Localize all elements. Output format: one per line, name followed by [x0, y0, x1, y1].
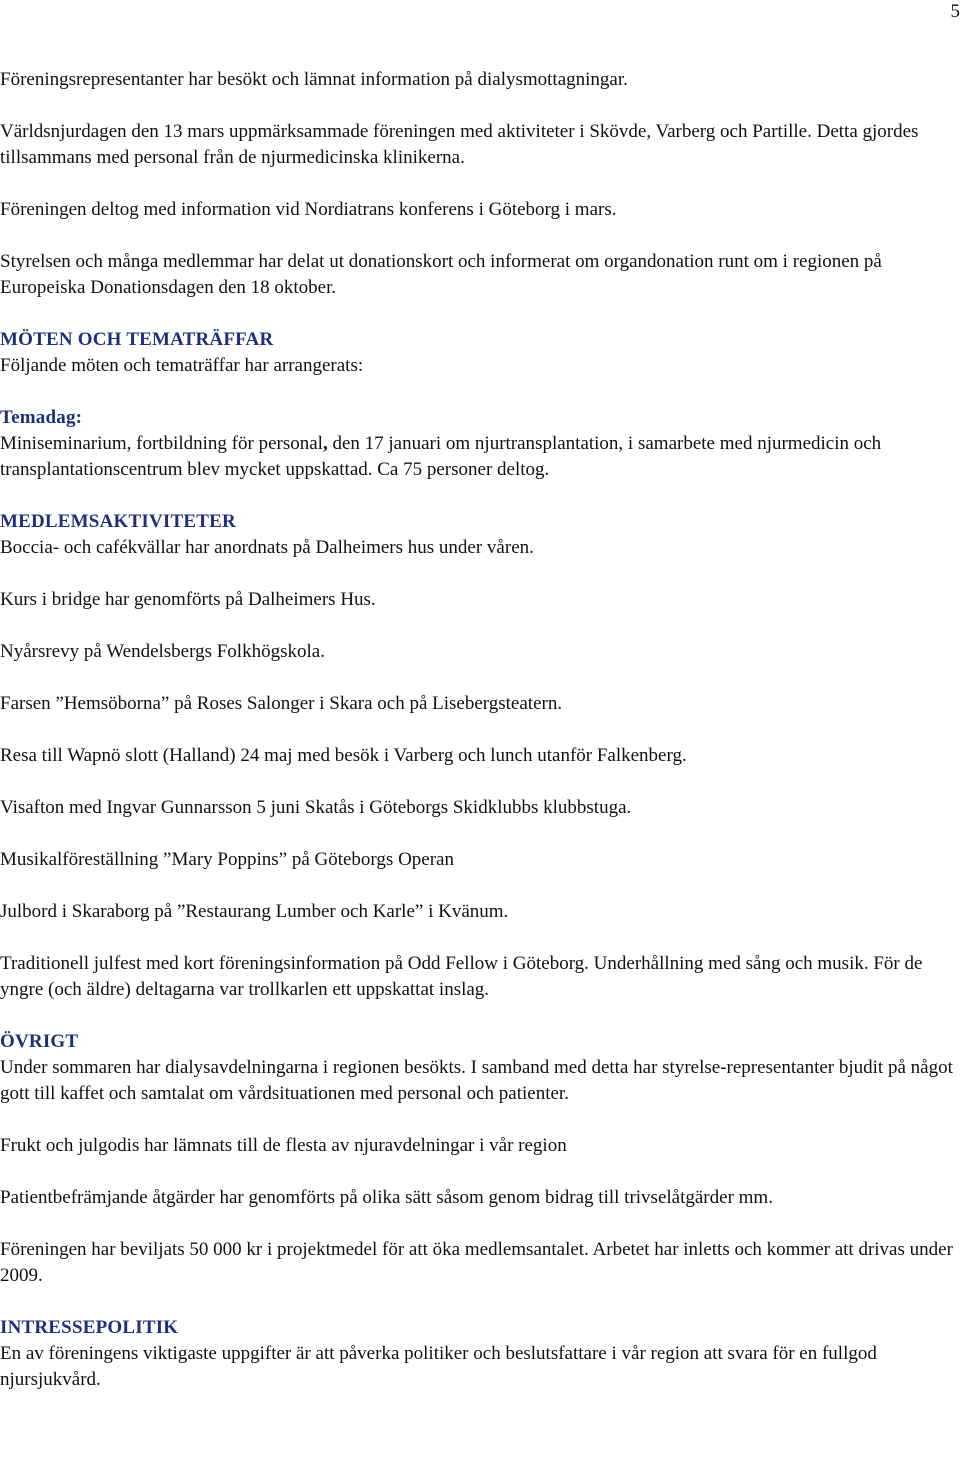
paragraph-donationsdagen: Styrelsen och många medlemmar har delat ut donationskort och informerat om organdonation runt om i regionen på Europeiska Donationsdagen den 18 oktober.: [0, 251, 882, 298]
document-body: [0, 67, 955, 1393]
section-intressepolitik: [0, 1315, 955, 1393]
list-item: Nyårsrevy på Wendelsbergs Folkhögskola.: [0, 641, 325, 662]
list-item: Under sommaren har dialysavdelningarna i regionen besökts. I samband med detta har styrelse-representanter bjudit på något gott till kaffet och samtalat om vårdsituationen med personal och patienter.: [0, 1057, 953, 1104]
list-item: Föreningen har beviljats 50 000 kr i projektmedel för att öka medlemsantalet. Arbetet har inletts och kommer att drivas under 2009.: [0, 1239, 953, 1286]
list-item: Kurs i bridge har genomförts på Dalheimers Hus.: [0, 589, 376, 610]
list-item: Resa till Wapnö slott (Halland) 24 maj med besök i Varberg och lunch utanför Falkenberg.: [0, 745, 687, 766]
intressepolitik-text: En av föreningens viktigaste uppgifter är att påverka politiker och beslutsfattare i vår region att svara för en fullgod njursjukvård.: [0, 1343, 877, 1390]
page-number: 5: [950, 1, 960, 22]
list-item: Musikalföreställning ”Mary Poppins” på Göteborgs Operan: [0, 849, 454, 870]
section-medlemsaktiviteter: [0, 509, 955, 1003]
paragraph-dialysmottagningar: Föreningsrepresentanter har besökt och lämnat information på dialysmottagningar.: [0, 69, 628, 90]
temadag-comma: ,: [322, 433, 328, 454]
list-item: Traditionell julfest med kort föreningsinformation på Odd Fellow i Göteborg. Underhållning med sång och musik. För de yngre (och äldre) deltagarna var trollkarlen ett uppskattat inslag.: [0, 953, 923, 1000]
list-item: Frukt och julgodis har lämnats till de flesta av njuravdelningar i vår region: [0, 1135, 567, 1156]
temadag-text: [0, 431, 955, 483]
temadag-text-b: den 17 januari om njurtransplantation, i samarbete med njurmedicin och transplantationscentrum blev mycket uppskattad. Ca 75 personer deltog.: [0, 433, 882, 480]
paragraph-varldsnjurdagen: Världsnjurdagen den 13 mars uppmärksammade föreningen med aktiviteter i Skövde, Varberg och Partille. Detta gjordes tillsammans med personal från de njurmedicinska klinikerna.: [0, 121, 919, 168]
heading-moten: MÖTEN OCH TEMATRÄFFAR: [0, 329, 274, 350]
list-item: Boccia- och cafékvällar har anordnats på Dalheimers hus under våren.: [0, 537, 534, 558]
section-ovrigt: [0, 1029, 955, 1289]
section-moten: [0, 327, 955, 483]
heading-intressepolitik: INTRESSEPOLITIK: [0, 1317, 179, 1338]
moten-intro: Följande möten och tematräffar har arrangerats:: [0, 355, 364, 376]
paragraph-nordiatrans: Föreningen deltog med information vid Nordiatrans konferens i Göteborg i mars.: [0, 199, 617, 220]
list-item: Farsen ”Hemsöborna” på Roses Salonger i Skara och på Lisebergsteatern.: [0, 693, 563, 714]
list-item: Patientbefrämjande åtgärder har genomförts på olika sätt såsom genom bidrag till trivselåtgärder mm.: [0, 1187, 773, 1208]
temadag-text-a: Miniseminarium, fortbildning för personal: [0, 433, 323, 454]
list-item: Julbord i Skaraborg på ”Restaurang Lumber och Karle” i Kvänum.: [0, 901, 509, 922]
heading-medlemsaktiviteter: MEDLEMSAKTIVITETER: [0, 511, 236, 532]
heading-ovrigt: ÖVRIGT: [0, 1031, 79, 1052]
list-item: Visafton med Ingvar Gunnarsson 5 juni Skatås i Göteborgs Skidklubbs klubbstuga.: [0, 797, 632, 818]
heading-temadag: Temadag:: [0, 407, 83, 428]
